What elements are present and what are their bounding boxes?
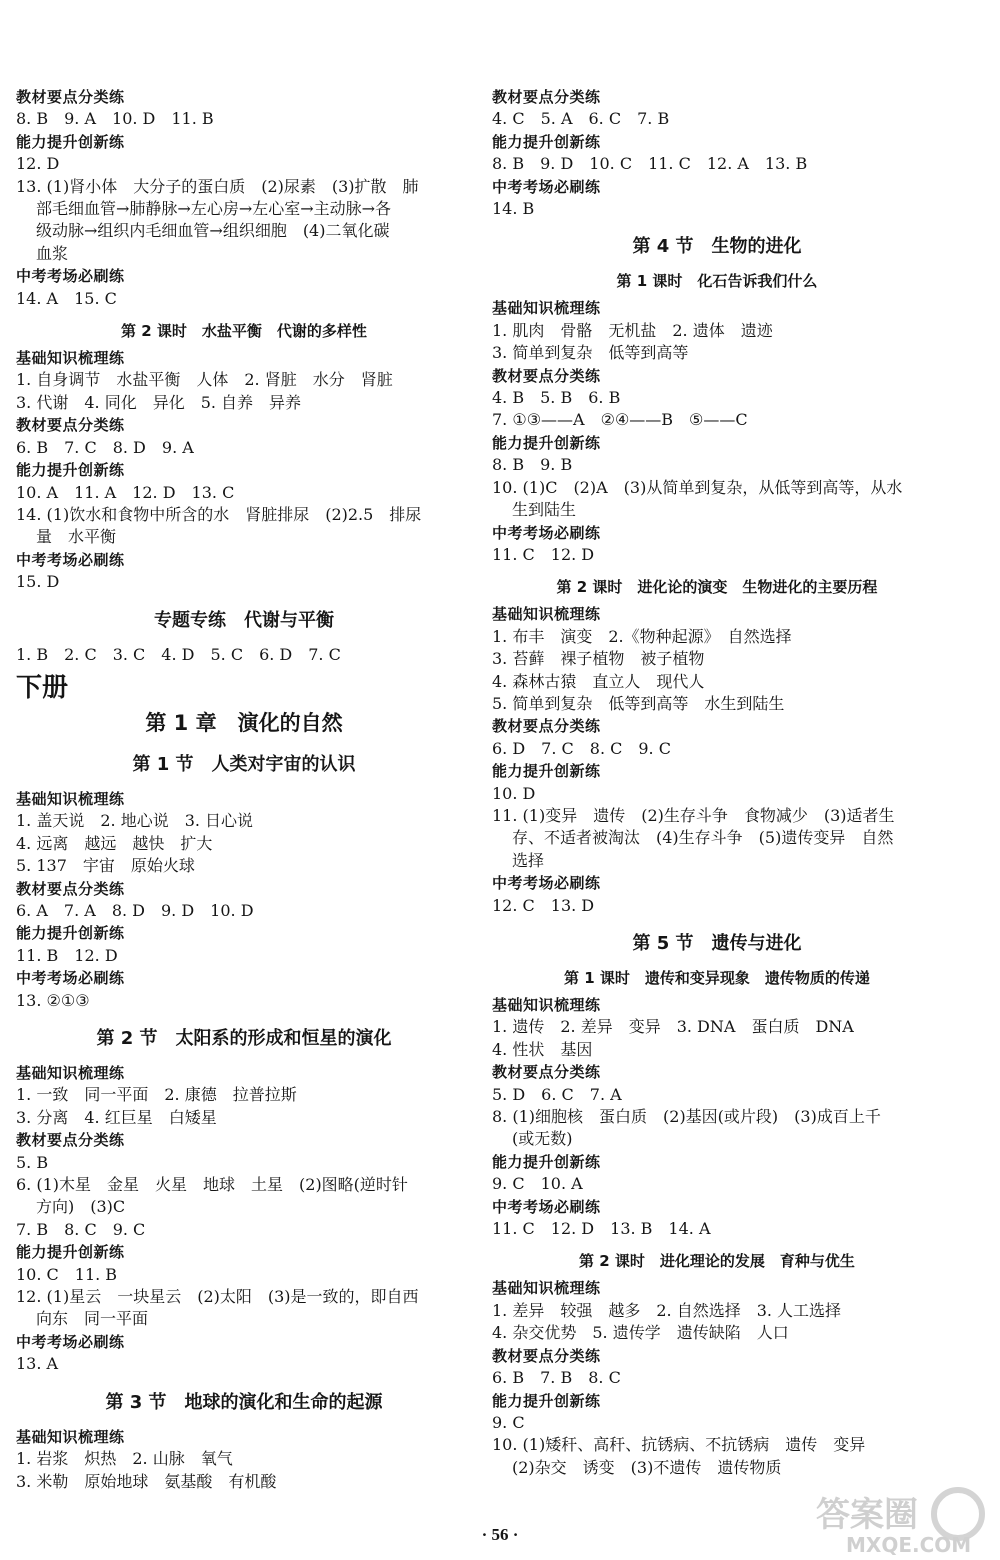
answer-line: 1. 盖天说 2. 地心说 3. 日心说: [16, 811, 254, 831]
exercise-category-label: 能力提升创新练: [492, 132, 601, 151]
answer-line: 3. 苔藓 裸子植物 被子植物: [492, 649, 705, 669]
section-heading: 第 2 节 太阳系的形成和恒星的演化: [96, 1028, 392, 1049]
answer-line: 10. C 11. B: [16, 1264, 118, 1284]
section-heading: 第 5 节 遗传与进化: [632, 933, 802, 954]
exercise-category-label: 基础知识梳理练: [16, 789, 125, 808]
exercise-category-label: 教材要点分类练: [16, 1131, 125, 1150]
answer-line-continued: 量 水平衡: [36, 527, 117, 547]
answer-line: 3. 分离 4. 红巨星 白矮星: [16, 1107, 217, 1127]
answer-line-continued: 选择: [512, 850, 545, 870]
exercise-category-label: 能力提升创新练: [16, 1243, 125, 1262]
answer-line: 1. 差异 较强 越多 2. 自然选择 3. 人工选择: [492, 1300, 842, 1320]
exercise-category-label: 基础知识梳理练: [492, 299, 601, 318]
exercise-category-label: 中考考场必刷练: [492, 177, 601, 196]
watermark-text: 答案圈: [816, 1495, 918, 1535]
section-heading: 专题专练 代谢与平衡: [154, 609, 334, 631]
answer-line: 4. 森林古猿 直立人 现代人: [492, 671, 705, 691]
answer-line: 11. B 12. D: [16, 945, 118, 965]
right-column: [492, 86, 942, 1479]
chapter-heading: 第 1 章 演化的自然: [145, 710, 343, 735]
answer-line: 10. (1)矮秆、高秆、抗锈病、不抗锈病 遗传 变异: [492, 1435, 866, 1455]
section-heading: 第 4 节 生物的进化: [632, 236, 802, 258]
exercise-category-label: 能力提升创新练: [492, 1391, 601, 1410]
answer-line: 6. D 7. C 8. C 9. C: [492, 738, 671, 758]
page-number-dot: ·: [512, 1525, 519, 1544]
lesson-heading: 第 2 课时 进化论的演变 生物进化的主要历程: [556, 578, 878, 597]
exercise-category-label: 基础知识梳理练: [492, 996, 601, 1014]
answer-line-continued: (或无数): [512, 1129, 573, 1149]
exercise-category-label: 能力提升创新练: [492, 1152, 601, 1171]
exercise-category-label: 基础知识梳理练: [16, 1427, 125, 1446]
answer-line: 13. ②①③: [16, 990, 90, 1010]
answer-line: 10. D: [492, 783, 536, 803]
exercise-category-label: 中考考场必刷练: [492, 523, 601, 542]
exercise-category-label: 能力提升创新练: [16, 132, 125, 151]
answer-line: 15. D: [16, 572, 60, 592]
answer-line: 11. C 12. D 13. B 14. A: [492, 1219, 711, 1239]
answer-line-continued: 生到陆生: [512, 500, 577, 520]
answer-line: 8. B 9. A 10. D 11. B: [16, 109, 214, 129]
answer-line: 10. (1)C (2)A (3)从简单到复杂，从低等到高等，从水: [492, 477, 903, 497]
exercise-category-label: 教材要点分类练: [492, 88, 601, 106]
answer-line: 13. A: [16, 1354, 59, 1374]
answer-line-continued: 存、不适者被淘汰 (4)生存斗争 (5)遗传变异 自然: [512, 828, 894, 848]
exercise-category-label: 基础知识梳理练: [16, 1064, 125, 1082]
exercise-category-label: 教材要点分类练: [492, 366, 601, 385]
answer-line: 3. 米勒 原始地球 氨基酸 有机酸: [16, 1471, 277, 1491]
answer-line: 8. B 9. D 10. C 11. C 12. A 13. B: [492, 154, 808, 174]
answer-line: 11. (1)变异 遗传 (2)生存斗争 食物减少 (3)适者生: [492, 805, 895, 825]
answer-line: 6. A 7. A 8. D 9. D 10. D: [16, 900, 254, 920]
exercise-category-label: 基础知识梳理练: [16, 349, 125, 368]
exercise-category-label: 中考考场必刷练: [492, 874, 601, 893]
lesson-heading: 第 2 课时 进化理论的发展 育种与优生: [579, 1252, 855, 1271]
exercise-category-label: 中考考场必刷练: [16, 550, 125, 569]
answer-line: 1. 肌肉 骨骼 无机盐 2. 遗体 遗迹: [492, 320, 773, 340]
lesson-heading: 第 2 课时 水盐平衡 代谢的多样性: [121, 322, 367, 341]
answer-line-continued: 部毛细血管→肺静脉→左心房→左心室→主动脉→各: [36, 199, 392, 219]
answer-line: 11. C 12. D: [492, 544, 595, 564]
answer-line: 6. (1)木星 金星 火星 地球 土星 (2)图略(逆时针: [16, 1175, 408, 1195]
answer-line: 5. 简单到复杂 低等到高等 水生到陆生: [492, 693, 785, 713]
exercise-category-label: 能力提升创新练: [492, 433, 601, 452]
exercise-category-label: 基础知识梳理练: [492, 1279, 601, 1298]
answer-line: 12. D: [16, 154, 60, 174]
answer-line-continued: 向东 同一平面: [36, 1309, 149, 1329]
answer-line: 8. B 9. B: [492, 455, 573, 475]
exercise-category-label: 教材要点分类练: [492, 1346, 601, 1365]
volume-heading: 下册: [16, 672, 69, 703]
answer-line: 14. B: [492, 199, 535, 219]
exercise-category-label: 能力提升创新练: [492, 762, 601, 781]
exercise-category-label: 教材要点分类练: [16, 416, 125, 435]
answer-line-continued: 血浆: [36, 243, 69, 263]
answer-line: 4. C 5. A 6. C 7. B: [492, 109, 670, 129]
exercise-category-label: 教材要点分类练: [492, 717, 601, 736]
answer-line: 4. B 5. B 6. B: [492, 388, 621, 408]
answer-line: 1. B 2. C 3. C 4. D 5. C 6. D 7. C: [16, 644, 341, 664]
answer-line-continued: 方向) (3)C: [36, 1197, 126, 1217]
exercise-category-label: 能力提升创新练: [16, 461, 125, 480]
exercise-category-label: 中考考场必刷练: [492, 1197, 601, 1216]
answer-line: 3. 简单到复杂 低等到高等: [492, 343, 689, 363]
answer-line: 1. 一致 同一平面 2. 康德 拉普拉斯: [16, 1085, 297, 1105]
watermark-logo: [808, 1486, 998, 1556]
page-number-value: 56: [491, 1525, 509, 1544]
answer-line: 1. 布丰 演变 2.《物种起源》 自然选择: [492, 626, 792, 646]
answer-line: 13. (1)肾小体 大分子的蛋白质 (2)尿素 (3)扩散 肺: [16, 176, 419, 196]
answer-line: 5. D 6. C 7. A: [492, 1084, 622, 1104]
exercise-category-label: 中考考场必刷练: [16, 969, 125, 988]
page-number-dot: ·: [481, 1525, 488, 1544]
answer-line: 7. ①③——A ②④——B ⑤——C: [492, 410, 748, 430]
answer-line: 3. 代谢 4. 同化 异化 5. 自养 异养: [16, 392, 302, 412]
answer-line: 5. 137 宇宙 原始火球: [16, 856, 195, 876]
answer-line: 1. 岩浆 炽热 2. 山脉 氧气: [16, 1449, 233, 1469]
answer-line: 1. 遗传 2. 差异 变异 3. DNA 蛋白质 DNA: [492, 1017, 854, 1037]
answer-line-continued: (2)杂交 诱变 (3)不遗传 遗传物质: [512, 1457, 782, 1477]
exercise-category-label: 教材要点分类练: [492, 1063, 601, 1082]
answer-line: 9. C: [492, 1412, 525, 1432]
lesson-heading: 第 1 课时 遗传和变异现象 遗传物质的传递: [564, 969, 870, 987]
exercise-category-label: 中考考场必刷练: [16, 1332, 125, 1351]
answer-line: 6. B 7. C 8. D 9. A: [16, 437, 194, 457]
answer-line: 4. 远离 越远 越快 扩大: [16, 833, 213, 853]
lesson-heading: 第 1 课时 化石告诉我们什么: [616, 272, 818, 291]
exercise-category-label: 教材要点分类练: [16, 88, 125, 106]
answer-line: 9. C 10. A: [492, 1174, 583, 1194]
left-column: [16, 86, 472, 1493]
exercise-category-label: 中考考场必刷练: [16, 267, 125, 286]
watermark-graphic: [808, 1486, 998, 1556]
answer-line: 14. A 15. C: [16, 288, 117, 308]
exercise-category-label: 基础知识梳理练: [492, 605, 601, 624]
answer-line: 4. 杂交优势 5. 遗传学 遗传缺陷 人口: [492, 1323, 789, 1343]
watermark-ring: [934, 1490, 982, 1538]
answer-line: 12. (1)星云 一块星云 (2)太阳 (3)是一致的，即自西: [16, 1287, 419, 1307]
answer-line-continued: 级动脉→组织内毛细血管→组织细胞 (4)二氧化碳: [36, 221, 390, 241]
exercise-category-label: 教材要点分类练: [16, 879, 125, 898]
answer-line: 14. (1)饮水和食物中所含的水 肾脏排尿 (2)2.5 排尿: [16, 504, 422, 524]
answer-line: 12. C 13. D: [492, 895, 595, 915]
answer-line: 10. A 11. A 12. D 13. C: [16, 482, 235, 502]
answer-line: 7. B 8. C 9. C: [16, 1219, 146, 1239]
answer-line: 5. B: [16, 1152, 49, 1172]
answer-line: 4. 性状 基因: [492, 1039, 593, 1059]
answer-line: 1. 自身调节 水盐平衡 人体 2. 肾脏 水分 肾脏: [16, 370, 393, 390]
answer-line: 6. B 7. B 8. C: [492, 1368, 621, 1388]
watermark-url: MXQE.COM: [846, 1533, 972, 1556]
exercise-category-label: 能力提升创新练: [16, 924, 125, 943]
section-heading: 第 1 节 人类对宇宙的认识: [132, 753, 356, 775]
answer-line: 8. (1)细胞核 蛋白质 (2)基因(或片段) (3)成百上千: [492, 1107, 881, 1127]
section-heading: 第 3 节 地球的演化和生命的起源: [105, 1391, 383, 1413]
